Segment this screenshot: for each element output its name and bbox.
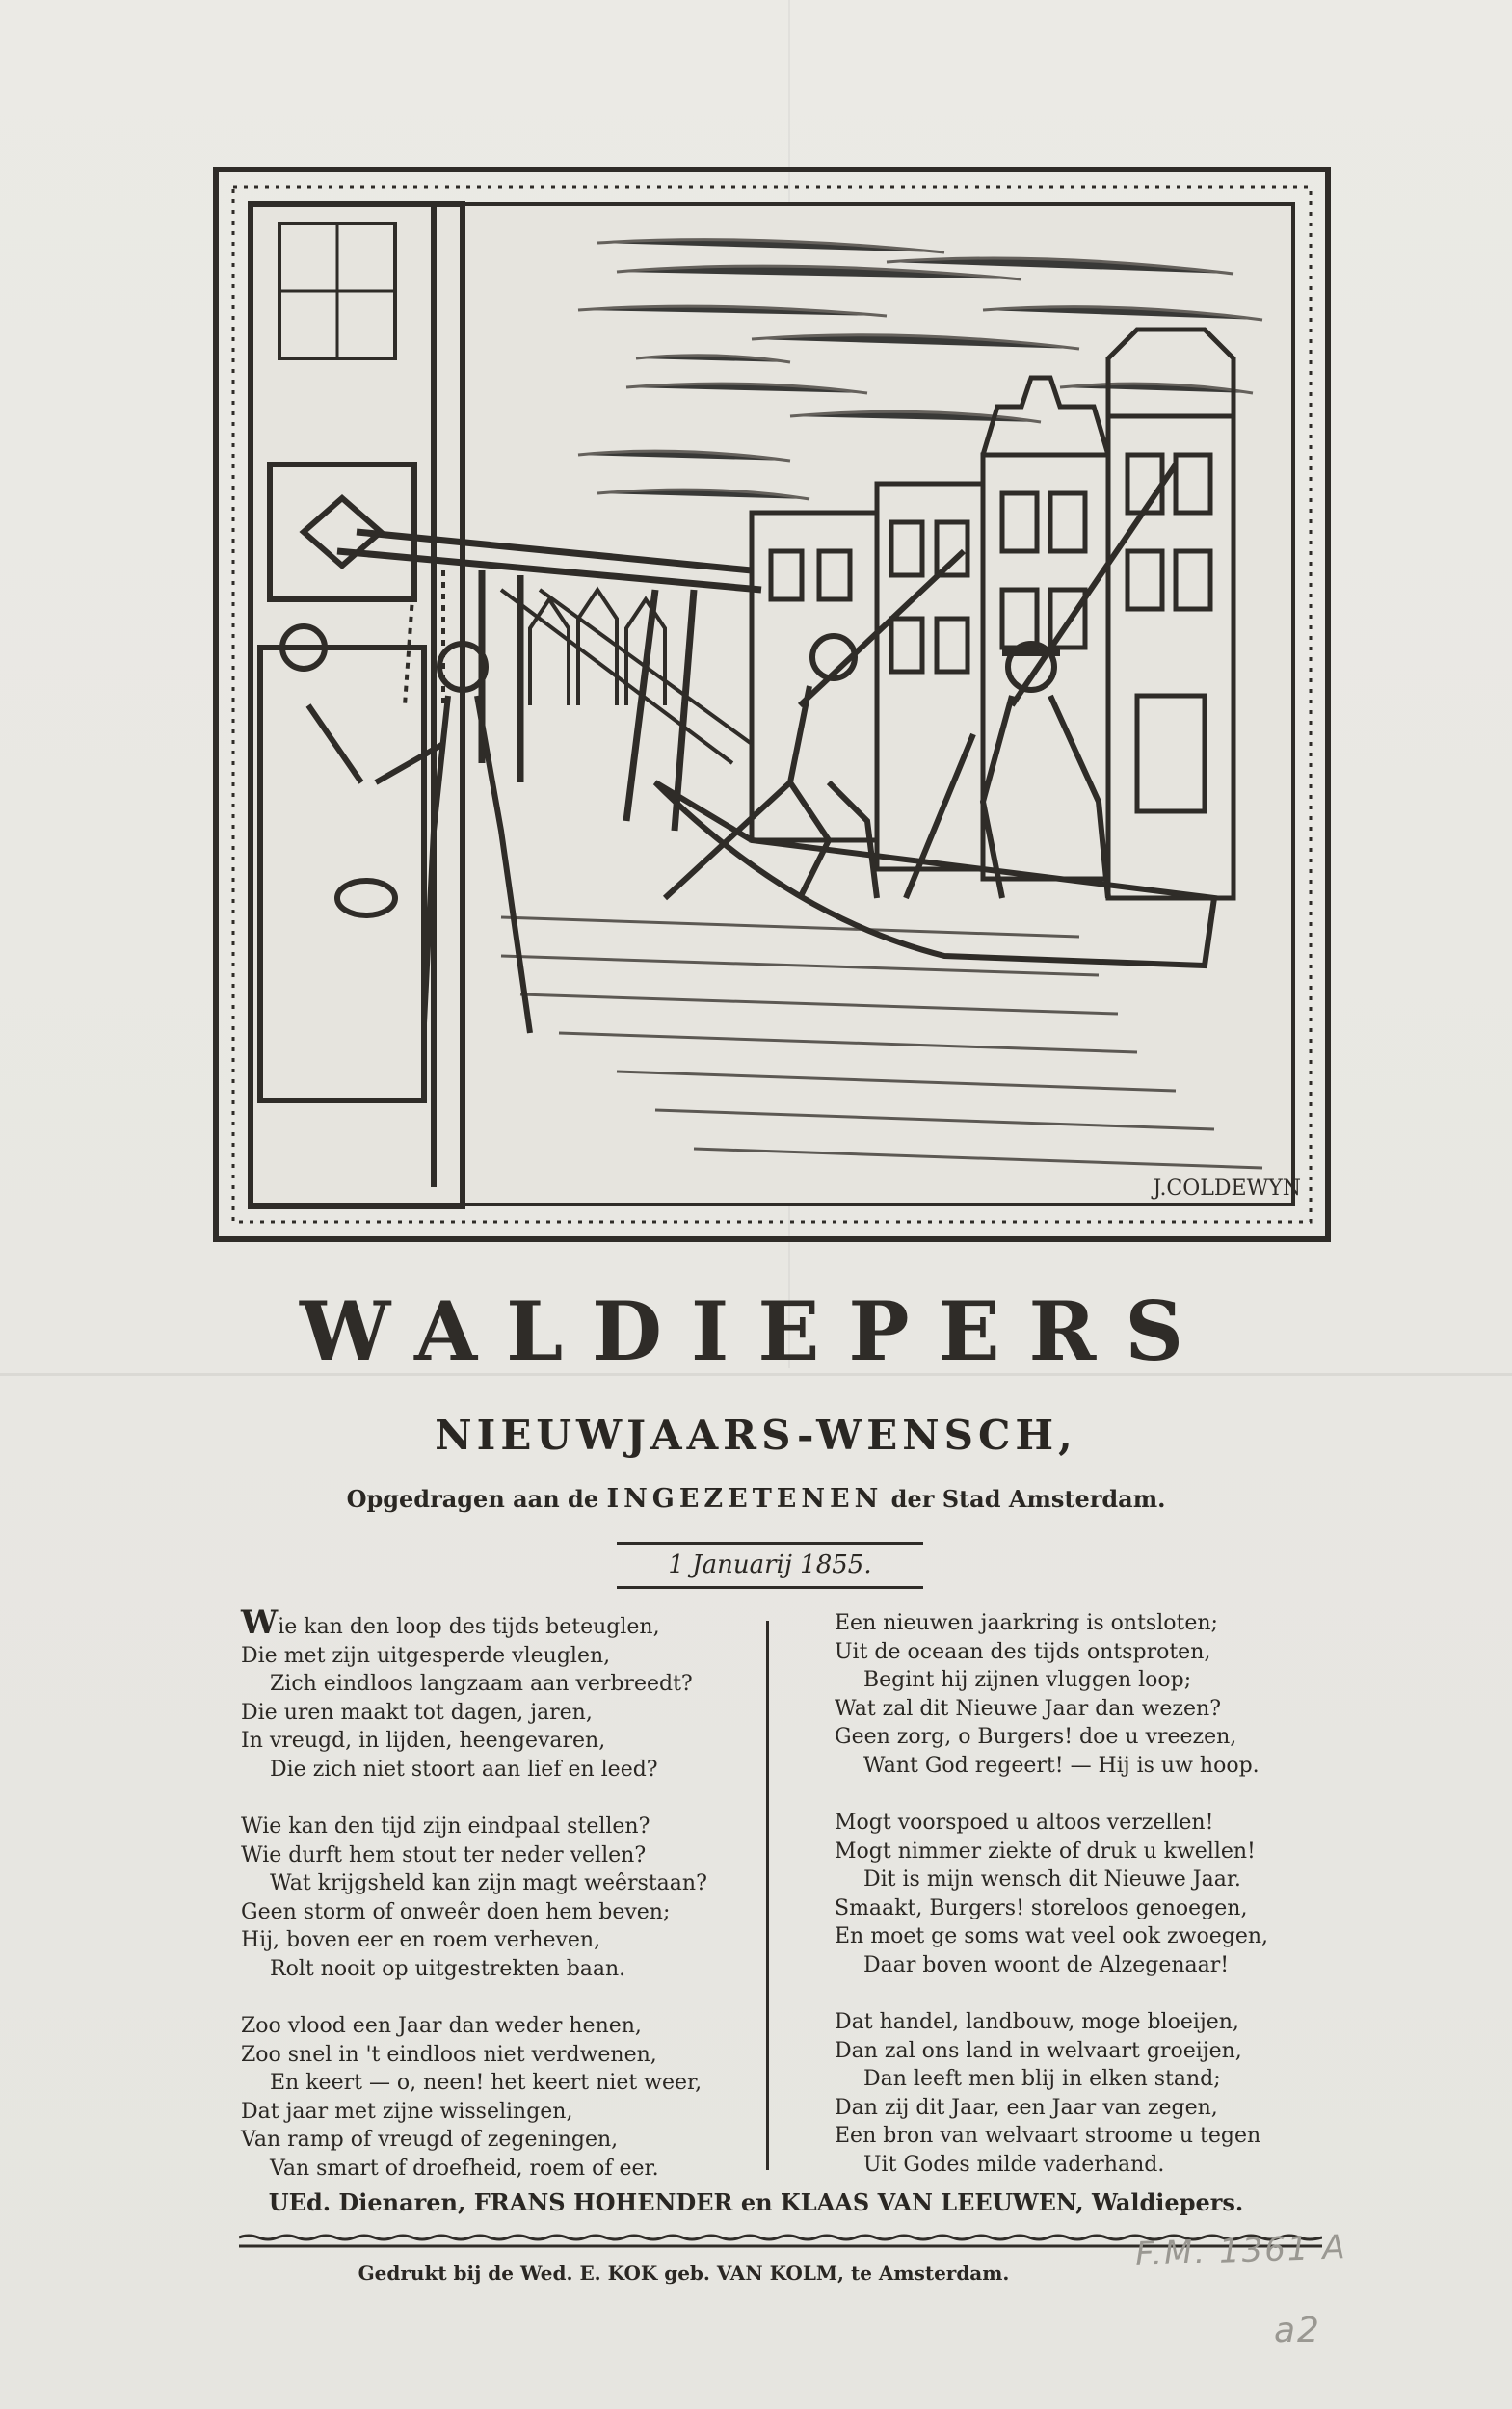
poem-line: Mogt nimmer ziekte of druk u kwellen! <box>835 1839 1256 1864</box>
pencil-mark-annotation: a2 <box>1274 2311 1321 2350</box>
poem-line: Die uren maakt tot dagen, jaren, <box>241 1700 593 1725</box>
dedication-prefix: Opgedragen aan de <box>346 1485 599 1513</box>
poem-line: Van ramp of vreugd of zegeningen, <box>241 2128 619 2152</box>
dedication-caps: INGEZETENEN <box>606 1484 884 1514</box>
poem-line: Wie kan den tijd zijn eindpaal stellen? <box>241 1814 650 1839</box>
poem-stanza <box>835 1609 1336 1780</box>
poem-right-column <box>835 1609 1336 2208</box>
poem-line: Uit de oceaan des tijds ontsproten, <box>835 1639 1211 1664</box>
dedication <box>0 1482 1512 1517</box>
poem-line: Dit is mijn wensch dit Nieuwe Jaar. <box>863 1867 1241 1892</box>
poem-line: Zich eindloos langzaam aan verbreedt? <box>270 1672 693 1696</box>
poem-line: In vreugd, in lijden, heengevaren, <box>241 1729 606 1753</box>
poem-line: Die zich niet stoort aan lief en leed? <box>270 1757 658 1782</box>
subtitle: NIEUWJAARS-WENSCH, <box>435 1412 1077 1459</box>
poem-stanza <box>241 2012 742 2183</box>
column-divider <box>766 1621 769 2170</box>
catalog-number-annotation: F.M. 1361 A <box>1134 2228 1348 2274</box>
poem-line: Want God regeert! — Hij is uw hoop. <box>863 1753 1260 1778</box>
drop-capital: W <box>241 1603 279 1642</box>
poem-line: Wat zal dit Nieuwe Jaar dan wezen? <box>835 1696 1222 1721</box>
poem-stanza <box>241 1813 742 1983</box>
poem-left-column <box>241 1603 742 2211</box>
poem-line: Wat krijgsheld kan zijn magt weêrstaan? <box>270 1871 707 1895</box>
dedication-suffix: der Stad Amsterdam. <box>890 1485 1166 1513</box>
poem-line: Zoo snel in 't eindloos niet verdwenen, <box>241 2042 657 2067</box>
poem-stanza <box>835 1809 1336 1979</box>
poem-line: Rolt nooit op uitgestrekten baan. <box>270 1956 626 1981</box>
poem-line: Daar boven woont de Alzegenaar! <box>863 1952 1230 1977</box>
poem-line: Geen storm of onweêr doen hem beven; <box>241 1899 671 1924</box>
page-title: WALDIEPERS <box>299 1284 1213 1379</box>
woodcut-drawing <box>212 166 1332 1243</box>
woodcut-signature: J.COLDEWYN <box>1153 1177 1301 1201</box>
date-rule-top <box>617 1542 923 1545</box>
poem-line: En moet ge soms wat veel ook zwoegen, <box>835 1924 1269 1948</box>
signature-line: UEd. Dienaren, FRANS HOHENDER en KLAAS VAN LEEUWEN, Waldiepers. <box>268 2188 1244 2216</box>
poem-line: Uit Godes milde vaderhand. <box>863 2152 1165 2177</box>
poem-line: Dat handel, landbouw, moge bloeijen, <box>835 2010 1239 2034</box>
poem-line: Smaakt, Burgers! storeloos genoegen, <box>835 1895 1248 1920</box>
poem-line: Een bron van welvaart stroome u tegen <box>835 2124 1261 2148</box>
poem-line: Dan zij dit Jaar, een Jaar van zegen, <box>835 2095 1218 2120</box>
poem-line: Die met zijn uitgesperde vleuglen, <box>241 1643 611 1668</box>
poem-line: Dan leeft men blij in elken stand; <box>863 2067 1221 2091</box>
date-rule-bottom <box>617 1586 923 1589</box>
poem-stanza <box>835 2008 1336 2179</box>
poem-line: Mogt voorspoed u altoos verzellen! <box>835 1811 1214 1835</box>
poem-line: Begint hij zijnen vluggen loop; <box>863 1668 1192 1692</box>
printer-imprint: Gedrukt bij de Wed. E. KOK geb. VAN KOLM, te Amsterdam. <box>358 2262 1010 2285</box>
poem-line: Hij, boven eer en roem verheven, <box>241 1928 601 1952</box>
poem-line: Wie durft hem stout ter neder vellen? <box>241 1842 647 1867</box>
poem-line-text: ie kan den loop des tijds beteuglen, <box>278 1615 660 1639</box>
poem-line: Dat jaar met zijne wisselingen, <box>241 2099 573 2124</box>
poem-line <box>241 1603 742 1642</box>
poem-line: Geen zorg, o Burgers! doe u vreezen, <box>835 1725 1237 1749</box>
woodcut-illustration <box>212 166 1332 1243</box>
poem-line: Een nieuwen jaarkring is ontsloten; <box>835 1611 1218 1635</box>
poem-line: Dan zal ons land in welvaart groeijen, <box>835 2038 1242 2063</box>
date: 1 Januarij 1855. <box>668 1550 872 1579</box>
poem-stanza <box>241 1603 742 1784</box>
poem-line: Zoo vlood een Jaar dan weder henen, <box>241 2014 642 2038</box>
poem-line: En keert — o, neen! het keert niet weer, <box>270 2071 703 2095</box>
poem-line: Van smart of droefheid, roem of eer. <box>270 2156 659 2181</box>
